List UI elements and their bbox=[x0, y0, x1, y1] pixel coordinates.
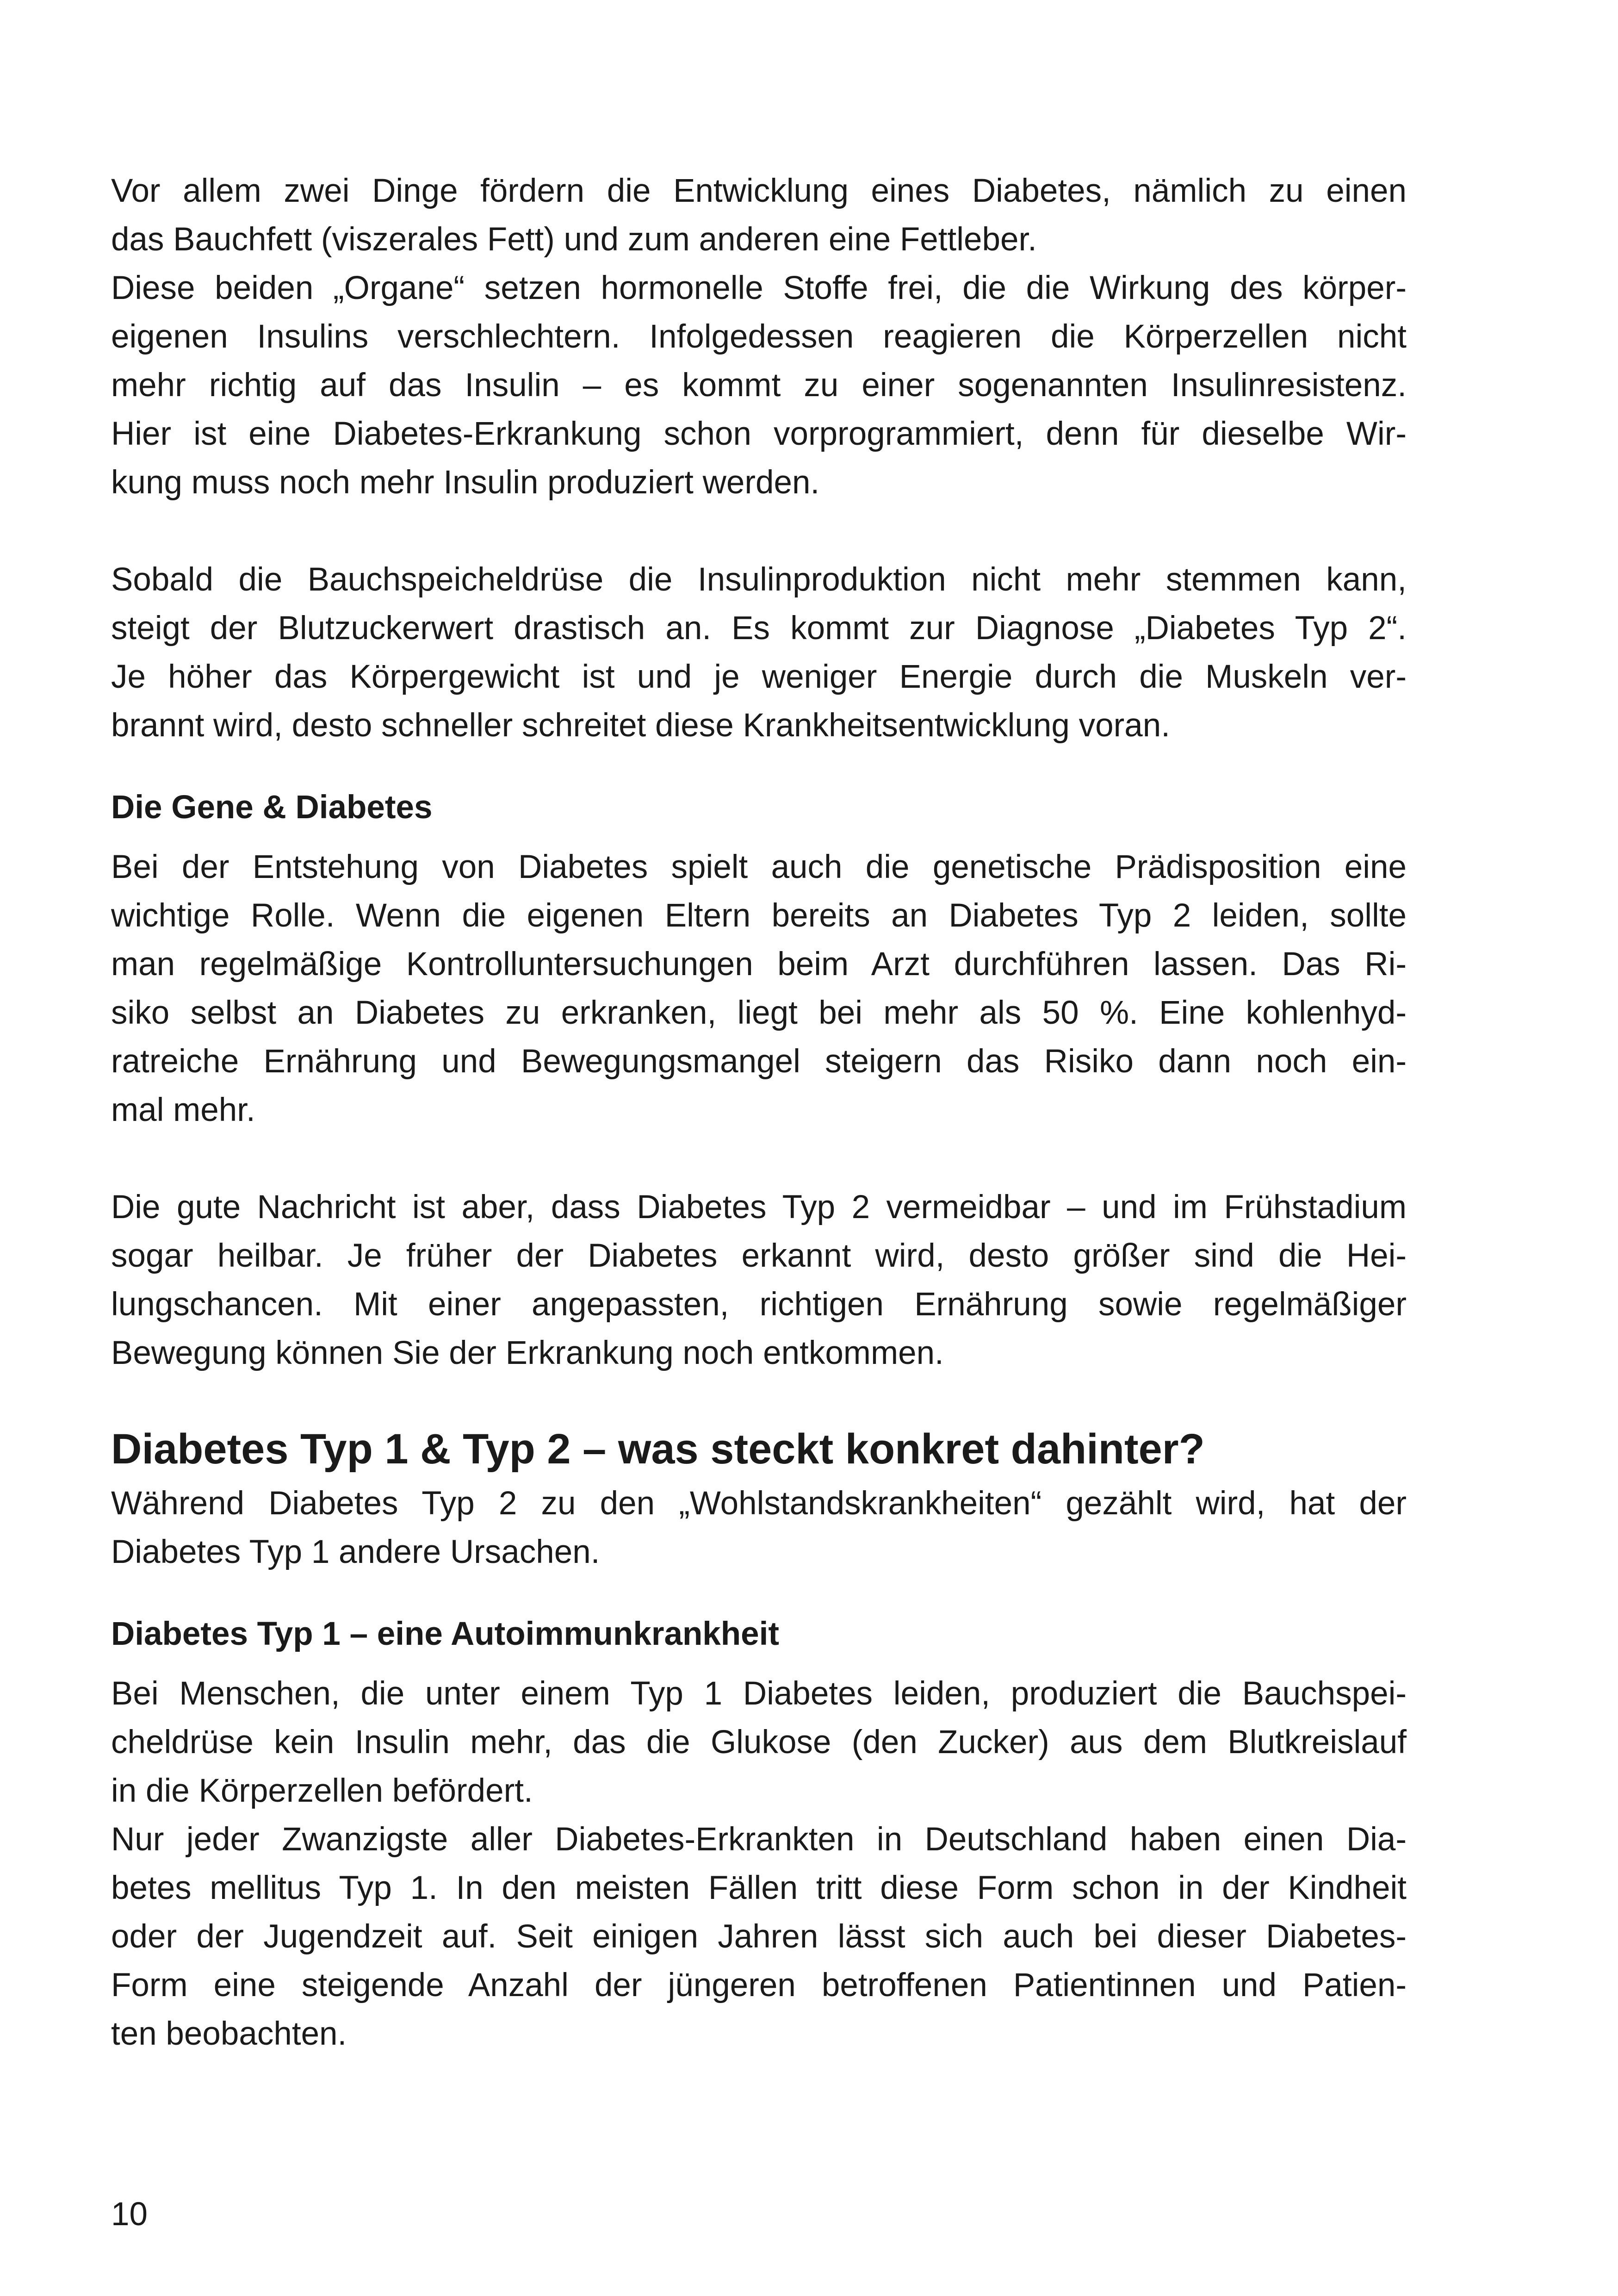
text-line: kung muss noch mehr Insulin produziert werden. bbox=[111, 464, 820, 501]
section-heading-gene: Die Gene & Diabetes bbox=[111, 789, 433, 826]
text-line: das Bauchfett (viszerales Fett) und zum anderen eine Fettleber. bbox=[111, 221, 1037, 258]
text-line: Diabetes Typ 1 andere Ursachen. bbox=[111, 1534, 600, 1570]
section-heading-typ1: Diabetes Typ 1 – eine Autoimmunkrankheit bbox=[111, 1616, 780, 1652]
text-line: mehr richtig auf das Insulin – es kommt zu einer sogenannten Insulinresistenz. bbox=[111, 367, 1407, 404]
text-line: man regelmäßige Kontrolluntersuchungen beim Arzt durchführen lassen. Das Ri- bbox=[111, 946, 1407, 983]
text-line: Die gute Nachricht ist aber, dass Diabetes Typ 2 vermeidbar – und im Frühstadium bbox=[111, 1189, 1407, 1226]
paragraph-bauchspeicheldruese bbox=[111, 555, 1407, 750]
text-line: Nur jeder Zwanzigste aller Diabetes-Erkrankten in Deutschland haben einen Dia- bbox=[111, 1821, 1407, 1858]
text-line: Bei der Entstehung von Diabetes spielt auch die genetische Prädisposition eine bbox=[111, 849, 1407, 885]
paragraph-wohlstand bbox=[111, 1479, 1407, 1576]
text-line: Bei Menschen, die unter einem Typ 1 Diabetes leiden, produziert die Bauchspei- bbox=[111, 1675, 1407, 1712]
paragraph-gene bbox=[111, 843, 1407, 1134]
text-line: eigenen Insulins verschlechtern. Infolgedessen reagieren die Körperzellen nicht bbox=[111, 318, 1407, 355]
text-line: in die Körperzellen befördert. bbox=[111, 1773, 533, 1809]
text-line: steigt der Blutzuckerwert drastisch an. Es kommt zur Diagnose „Diabetes Typ 2“. bbox=[111, 610, 1407, 647]
text-line: Form eine steigende Anzahl der jüngeren betroffenen Patientinnen und Patien- bbox=[111, 1967, 1407, 2004]
text-line: brannt wird, desto schneller schreitet diese Krankheitsentwicklung voran. bbox=[111, 707, 1170, 744]
text-line: mal mehr. bbox=[111, 1092, 255, 1128]
paragraph-typ1 bbox=[111, 1669, 1407, 2058]
text-line: Bewegung können Sie der Erkrankung noch entkommen. bbox=[111, 1335, 944, 1371]
text-line: Während Diabetes Typ 2 zu den „Wohlstandskrankheiten“ gezählt wird, hat der bbox=[111, 1485, 1407, 1522]
paragraph-gute-nachricht bbox=[111, 1183, 1407, 1377]
text-line: Je höher das Körpergewicht ist und je weniger Energie durch die Muskeln ver- bbox=[111, 659, 1407, 695]
text-line: oder der Jugendzeit auf. Seit einigen Jahren lässt sich auch bei dieser Diabetes- bbox=[111, 1918, 1407, 1955]
text-line: sogar heilbar. Je früher der Diabetes erkannt wird, desto größer sind die Hei- bbox=[111, 1238, 1407, 1274]
text-line: cheldrüse kein Insulin mehr, das die Glukose (den Zucker) aus dem Blutkreislauf bbox=[111, 1724, 1407, 1761]
text-line: ratreiche Ernährung und Bewegungsmangel steigern das Risiko dann noch ein- bbox=[111, 1043, 1407, 1080]
document-page bbox=[111, 167, 1407, 2058]
paragraph-bauchfett bbox=[111, 167, 1407, 507]
text-line: siko selbst an Diabetes zu erkranken, liegt bei mehr als 50 %. Eine kohlenhyd- bbox=[111, 995, 1407, 1031]
text-line: Hier ist eine Diabetes-Erkrankung schon vorprogrammiert, denn für dieselbe Wir- bbox=[111, 416, 1407, 452]
main-heading: Diabetes Typ 1 & Typ 2 – was steckt konkret dahinter? bbox=[111, 1425, 1205, 1473]
text-line: wichtige Rolle. Wenn die eigenen Eltern bereits an Diabetes Typ 2 leiden, sollte bbox=[111, 897, 1407, 934]
text-line: Vor allem zwei Dinge fördern die Entwicklung eines Diabetes, nämlich zu einen bbox=[111, 173, 1407, 209]
text-line: ten beobachten. bbox=[111, 2016, 347, 2052]
text-line: betes mellitus Typ 1. In den meisten Fällen tritt diese Form schon in der Kindheit bbox=[111, 1870, 1407, 1906]
text-line: lungschancen. Mit einer angepassten, richtigen Ernährung sowie regelmäßiger bbox=[111, 1286, 1407, 1323]
text-line: Diese beiden „Organe“ setzen hormonelle Stoffe frei, die die Wirkung des körper- bbox=[111, 270, 1407, 306]
page-number: 10 bbox=[111, 2196, 148, 2233]
text-line: Sobald die Bauchspeicheldrüse die Insulinproduktion nicht mehr stemmen kann, bbox=[111, 561, 1407, 598]
